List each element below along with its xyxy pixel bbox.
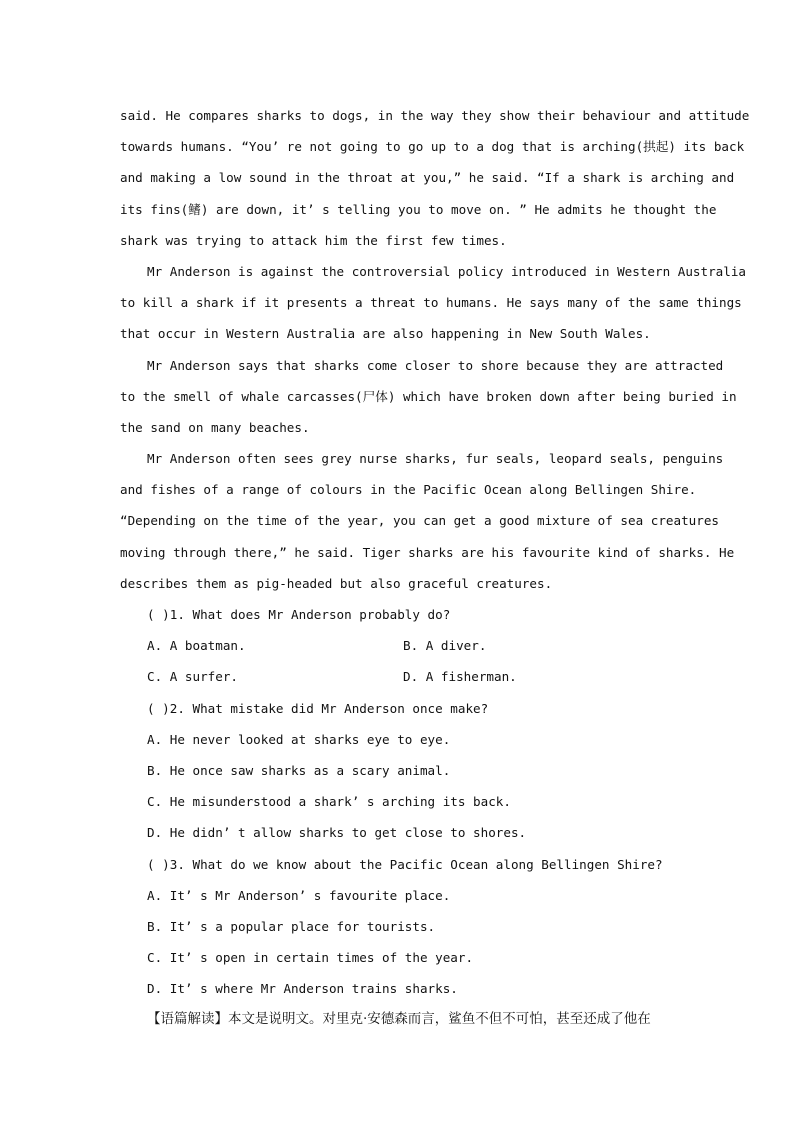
text-line: to kill a shark if it presents a threat to humans. He says many of the same things: [120, 295, 742, 311]
text-line: Mr Anderson often sees grey nurse sharks, fur seals, leopard seals, penguins: [147, 451, 724, 467]
paragraph-3: [120, 350, 737, 444]
text-line: Mr Anderson is against the controversial policy introduced in Western Australia: [147, 263, 746, 279]
text-line: to the smell of whale carcasses(尸体) which have broken down after being buried in: [120, 388, 737, 404]
text-line: its fins(鳍) are down, it’ s telling you to move on. ” He admits he thought the: [120, 201, 717, 217]
text-line: shark was trying to attack him the first few times.: [120, 232, 507, 248]
text-line: describes them as pig-headed but also graceful creatures.: [120, 575, 553, 591]
paragraph-4: [120, 443, 735, 599]
option-a: A. He never looked at sharks eye to eye.: [147, 731, 451, 747]
option-a: A. It’ s Mr Anderson’ s favourite place.: [147, 887, 451, 903]
text-line: Mr Anderson says that sharks come closer to shore because they are attracted: [147, 357, 724, 373]
text-line: “Depending on the time of the year, you can get a good mixture of sea creatures: [120, 513, 719, 529]
paragraph-1: [120, 100, 750, 256]
text-line: and fishes of a range of colours in the Pacific Ocean along Bellingen Shire.: [120, 482, 697, 498]
option-b: B. It’ s a popular place for tourists.: [147, 918, 436, 934]
question-1: [120, 599, 675, 693]
option-d: D. He didn’ t allow sharks to get close to shores.: [147, 825, 527, 841]
page-content: [120, 100, 750, 1036]
option-c: C. He misunderstood a shark’ s arching its back.: [147, 794, 511, 810]
text-line: and making a low sound in the throat at you,” he said. “If a shark is arching and: [120, 170, 735, 186]
option-a: A. A boatman.: [147, 638, 246, 654]
question-stem: ( )3. What do we know about the Pacific Ocean along Bellingen Shire?: [147, 856, 663, 872]
option-c: C. It’ s open in certain times of the year.: [147, 950, 474, 966]
option-c: C. A surfer.: [147, 669, 238, 685]
text-line: towards humans. “You’ re not going to go up to a dog that is arching(拱起) its back: [120, 139, 745, 155]
question-3: [120, 849, 675, 1005]
option-row: [120, 661, 675, 692]
option-row: [120, 630, 675, 661]
question-stem: ( )1. What does Mr Anderson probably do?: [147, 607, 451, 622]
paragraph-2: [120, 256, 746, 350]
question-stem: ( )2. What mistake did Mr Anderson once make?: [147, 700, 489, 716]
text-line: said. He compares sharks to dogs, in the way they show their behaviour and attitude: [120, 108, 750, 123]
option-b: B. He once saw sharks as a scary animal.: [147, 762, 451, 778]
passage-summary: 【语篇解读】本文是说明文。对里克·安德森而言，鲨鱼不但不可怕，甚至还成了他在: [147, 1011, 651, 1028]
question-2: [120, 693, 675, 849]
text-line: moving through there,” he said. Tiger sharks are his favourite kind of sharks. He: [120, 544, 735, 560]
text-line: the sand on many beaches.: [120, 419, 310, 435]
option-d: D. It’ s where Mr Anderson trains sharks.: [147, 981, 458, 997]
text-line: that occur in Western Australia are also happening in New South Wales.: [120, 326, 651, 342]
option-b: B. A diver.: [403, 638, 487, 654]
option-d: D. A fisherman.: [403, 669, 517, 685]
